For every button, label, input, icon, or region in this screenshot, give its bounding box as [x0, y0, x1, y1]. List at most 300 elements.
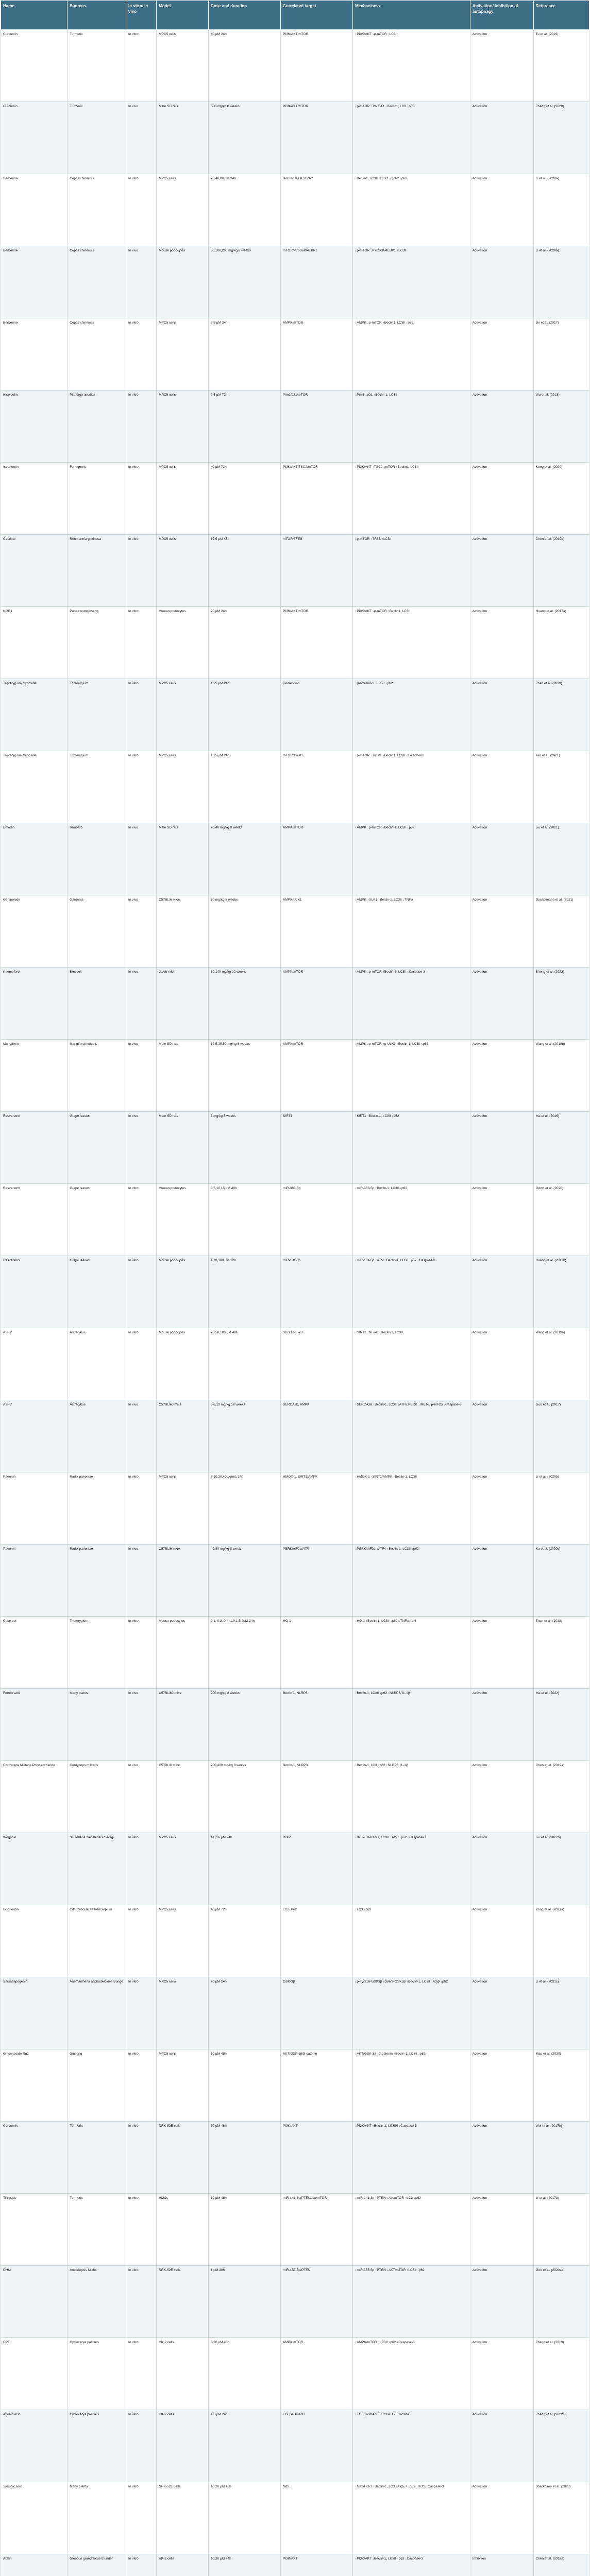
cell-dose: 10,20 μM 48h: [208, 2482, 280, 2554]
column-header: Sources: [68, 1, 126, 30]
cell-reference: Zhan et al. (2018): [533, 1617, 589, 1689]
cell-model: MPC5 cells: [157, 1977, 209, 2049]
cell-reference: Tao et al. (2021): [533, 751, 589, 823]
cell-dose: 1.5 μM 24h: [208, 2410, 280, 2482]
cell-in-vitro-vivo: In vivo: [126, 1545, 157, 1617]
cell-reference: Dusabimana et al. (2021): [533, 895, 589, 968]
cell-source: Citri Reticulatae Pericarpium: [68, 1905, 126, 1977]
cell-mechanism: ↓PI3K/AKT ↑TSC2 ↓mTOR ↑Beclin1, LC3II: [353, 463, 470, 535]
cell-dose: 40 μM 24h: [208, 30, 280, 102]
cell-dose: 1 μM 48h: [208, 2266, 280, 2338]
cell-activation: Activation: [470, 895, 533, 968]
cell-model: C57BL/6 mice: [157, 1545, 209, 1617]
cell-target: PI3K/AKT/mTOR: [281, 30, 353, 102]
table-row: [1, 1545, 589, 1617]
cell-target: AKT/GSK-3β/β-catenin: [281, 2049, 353, 2122]
cell-target: mTOR/TFEB: [281, 535, 353, 607]
cell-model: HK-2 cells: [157, 2410, 209, 2482]
cell-activation: Activation: [470, 968, 533, 1040]
cell-in-vitro-vivo: In vitro: [126, 1184, 157, 1256]
cell-name: Paeonin: [1, 1545, 68, 1617]
cell-name: Isoorientin: [1, 1905, 68, 1977]
cell-activation: Activation: [470, 1977, 533, 2049]
column-header: Correlated target: [281, 1, 353, 30]
cell-source: Mangifera indica L: [68, 1040, 126, 1112]
table-row: [1, 246, 589, 318]
cell-name: Geniposide: [1, 895, 68, 968]
cell-activation: Activation: [470, 1400, 533, 1472]
cell-source: Coptis chinensis: [68, 174, 126, 246]
table-row: [1, 2410, 589, 2482]
cell-activation: Activation: [470, 2122, 533, 2194]
cell-activation: Activation: [470, 1761, 533, 1833]
table-row: [1, 30, 589, 102]
table-row: [1, 968, 589, 1040]
cell-target: AMPK/mTOR: [281, 968, 353, 1040]
cell-target: PI3K/AKT/TSC2/mTOR: [281, 463, 353, 535]
table-row: [1, 2338, 589, 2410]
cell-mechanism: ↑Bcl-2 ↑Beclin-1, LC3II ↑Atg5 ↓p62 ↓Caspase-3: [353, 1833, 470, 1905]
table-row: [1, 2482, 589, 2554]
cell-model: db/db mice: [157, 968, 209, 1040]
table-row: [1, 607, 589, 679]
cell-source: Gardenia: [68, 895, 126, 968]
cell-target: AMPK/mTOR: [281, 1040, 353, 1112]
cell-source: Coptis chinensis: [68, 318, 126, 391]
cell-reference: Liu et al. (2022b): [533, 1833, 589, 1905]
cell-model: MPC5 cells: [157, 1905, 209, 1977]
cell-in-vitro-vivo: In vivo: [126, 823, 157, 895]
cell-source: Tripterygium: [68, 679, 126, 751]
cell-reference: Xu et al. (2020b): [533, 1545, 589, 1617]
cell-reference: Mao et al. (2020): [533, 2049, 589, 2122]
cell-target: PI3K/AKT/mTOR: [281, 102, 353, 174]
cell-reference: Chen et al. (2019a): [533, 1761, 589, 1833]
cell-name: Wogonin: [1, 1833, 68, 1905]
cell-activation: Activation: [470, 1184, 533, 1256]
cell-activation: Inhibition: [470, 2554, 533, 2576]
cell-in-vitro-vivo: In vitro: [126, 2122, 157, 2194]
cell-in-vitro-vivo: In vitro: [126, 1256, 157, 1328]
cell-target: AMPK/mTOR: [281, 2338, 353, 2410]
cell-mechanism: ↓Pim1 ↓p21 ↑Beclin-1, LC3II: [353, 391, 470, 463]
cell-name: Isoorientin: [1, 463, 68, 535]
cell-source: Radix paeoniae: [68, 1472, 126, 1545]
cell-name: Tripterygium glycoside: [1, 679, 68, 751]
cell-model: HK-2 cells: [157, 2554, 209, 2576]
column-header: Name: [1, 1, 68, 30]
cell-in-vitro-vivo: In vitro: [126, 2482, 157, 2554]
cell-source: Grape leaves: [68, 1256, 126, 1328]
cell-name: Emodin: [1, 823, 68, 895]
cell-name: Syringic acid: [1, 2482, 68, 2554]
cell-source: Astragalus: [68, 1328, 126, 1400]
cell-in-vitro-vivo: In vitro: [126, 1905, 157, 1977]
cell-mechanism: ↓p-Tyr216-GSK3β ↑pSer9-GSK3β ↑Beclin-1, LC3II ↑Atg5 ↓p62: [353, 1977, 470, 2049]
cell-source: Cordyceps militaris: [68, 1761, 126, 1833]
cell-activation: Activation: [470, 1833, 533, 1905]
cell-name: Resveratrol: [1, 1184, 68, 1256]
cell-reference: Wu et al. (2018): [533, 391, 589, 463]
data-table: [1, 0, 589, 2576]
cell-model: HK-2 cells: [157, 2338, 209, 2410]
cell-source: Ginseng: [68, 2049, 126, 2122]
cell-dose: 40 μM 72h: [208, 1905, 280, 1977]
cell-mechanism: ↑PI3K/AKT ↓Beclin-1, LC3II ↑p62 ↓Caspase-3: [353, 2554, 470, 2576]
cell-target: SIRT1: [281, 1112, 353, 1184]
cell-source: Cyclocarya paliurus: [68, 2338, 126, 2410]
cell-source: Turmeric: [68, 2122, 126, 2194]
cell-dose: 40 μM 72h: [208, 463, 280, 535]
cell-model: C57BL/6 mice: [157, 1761, 209, 1833]
cell-name: Ferulic acid: [1, 1689, 68, 1761]
table-row: [1, 1328, 589, 1400]
cell-activation: Activation: [470, 607, 533, 679]
cell-source: Astragalus: [68, 1400, 126, 1472]
cell-model: MPC5 cells: [157, 318, 209, 391]
cell-target: miR-155-5p/PTEN: [281, 2266, 353, 2338]
cell-dose: 20,50,100 μM 48h: [208, 1328, 280, 1400]
cell-reference: Li et al. (2020b): [533, 1472, 589, 1545]
cell-mechanism: ↓miR-18a-5p ↑ATM ↑Beclin-1, LC3II ↓p62 ↓Caspase-3: [353, 1256, 470, 1328]
cell-in-vitro-vivo: In vitro: [126, 1977, 157, 2049]
cell-dose: 10 μM 48h: [208, 2122, 280, 2194]
cell-activation: Activation: [470, 2194, 533, 2266]
cell-source: Globous grandiflorus thunder: [68, 2554, 126, 2576]
cell-reference: Jin et al. (2017): [533, 318, 589, 391]
cell-name: Berberine: [1, 246, 68, 318]
cell-reference: Guo et al. (2017): [533, 1400, 589, 1472]
cell-reference: Sherkhane et al. (2023): [533, 2482, 589, 2554]
cell-activation: Activation: [470, 174, 533, 246]
cell-activation: Activation: [470, 1545, 533, 1617]
cell-target: HMOX-1, SIRT1/AMPK: [281, 1472, 353, 1545]
cell-in-vitro-vivo: In vitro: [126, 1617, 157, 1689]
cell-activation: Activation: [470, 535, 533, 607]
cell-reference: Zhang et al. (2019): [533, 2338, 589, 2410]
cell-model: Human podocytes: [157, 607, 209, 679]
cell-target: HO-1: [281, 1617, 353, 1689]
cell-name: Curcumin: [1, 2122, 68, 2194]
cell-dose: 50,100 mg/kg 12 weeks: [208, 968, 280, 1040]
cell-dose: 5 mg/kg 8 weeks: [208, 1112, 280, 1184]
cell-reference: Wang et al. (2019a): [533, 1328, 589, 1400]
cell-name: Sarsasapogenin: [1, 1977, 68, 2049]
cell-reference: Zhan et al. (2019): [533, 679, 589, 751]
cell-name: NGR1: [1, 607, 68, 679]
cell-mechanism: ↑SIRT1 ↑Beclin-1, LC3II ↓p62: [353, 1112, 470, 1184]
cell-source: Grape leaves: [68, 1184, 126, 1256]
cell-model: C57BL/6J mice: [157, 1689, 209, 1761]
cell-target: Beclin-1, NLRP3: [281, 1761, 353, 1833]
cell-name: AS-IV: [1, 1328, 68, 1400]
cell-name: Catalpol: [1, 535, 68, 607]
table-row: [1, 823, 589, 895]
cell-activation: Activation: [470, 1905, 533, 1977]
cell-in-vitro-vivo: In vitro: [126, 607, 157, 679]
cell-model: NRK-52E cells: [157, 2122, 209, 2194]
cell-name: Curcumin: [1, 30, 68, 102]
table-row: [1, 535, 589, 607]
cell-dose: 2.5 μM 72h: [208, 391, 280, 463]
cell-target: Bcl-2: [281, 1833, 353, 1905]
cell-model: MPC5 cells: [157, 1472, 209, 1545]
cell-activation: Activation: [470, 1112, 533, 1184]
table-row: [1, 2122, 589, 2194]
cell-target: miR-141-3p/PTEN/Akt/mTOR: [281, 2194, 353, 2266]
cell-reference: Ma et al. (2022): [533, 1689, 589, 1761]
cell-activation: Activation: [470, 30, 533, 102]
cell-activation: Activation: [470, 102, 533, 174]
cell-name: Resveratrol: [1, 1112, 68, 1184]
cell-name: Kaempferol: [1, 968, 68, 1040]
cell-reference: Zhang et al. (2022c): [533, 2410, 589, 2482]
cell-mechanism: ↑AMPK ↓p-mTOR ↑p-ULK1 ↑Beclin-1, LC3II ↓p62: [353, 1040, 470, 1112]
table-row: [1, 102, 589, 174]
cell-dose: 1.25 μM 24h: [208, 751, 280, 823]
cell-target: Nrf2: [281, 2482, 353, 2554]
cell-dose: 200,400 mg/kg 8 weeks: [208, 1761, 280, 1833]
cell-in-vitro-vivo: In vitro: [126, 174, 157, 246]
cell-activation: Activation: [470, 751, 533, 823]
table-row: [1, 391, 589, 463]
cell-activation: Activation: [470, 1472, 533, 1545]
cell-name: DHM: [1, 2266, 68, 2338]
cell-source: Turmeric: [68, 30, 126, 102]
cell-mechanism: ↑AMPK ↓p-mTOR ↑Beclin-1, LC3II ↓Caspase-3: [353, 968, 470, 1040]
cell-model: MPC5 cells: [157, 679, 209, 751]
column-header: Dose and duration: [208, 1, 280, 30]
cell-in-vitro-vivo: In vivo: [126, 102, 157, 174]
cell-in-vitro-vivo: In vitro: [126, 679, 157, 751]
cell-activation: Activation: [470, 2482, 533, 2554]
cell-model: Mouse podocytes: [157, 1617, 209, 1689]
cell-name: Cordyceps Militaris Polysaccharide: [1, 1761, 68, 1833]
cell-in-vitro-vivo: In vivo: [126, 1689, 157, 1761]
cell-source: Fenugreek: [68, 463, 126, 535]
cell-target: SIRT1/NF-κB: [281, 1328, 353, 1400]
cell-in-vitro-vivo: In vitro: [126, 1833, 157, 1905]
cell-dose: 50 mg/kg 8 weeks: [208, 895, 280, 968]
cell-dose: 1,10,100 μM 12h: [208, 1256, 280, 1328]
cell-mechanism: ↑Beclin1, LC3II ↑ULK1 ↓Bcl-2 ↓p62: [353, 174, 470, 246]
cell-target: miR-383-5p: [281, 1184, 353, 1256]
cell-dose: 300 mg/kg 8 weeks: [208, 102, 280, 174]
cell-activation: Activation: [470, 2049, 533, 2122]
cell-name: Paeonin: [1, 1472, 68, 1545]
cell-model: Human podocytes: [157, 1184, 209, 1256]
table-row: [1, 895, 589, 968]
cell-name: Berberine: [1, 174, 68, 246]
table-row: [1, 1833, 589, 1905]
cell-source: Scutellaria baicalensis Georgi: [68, 1833, 126, 1905]
cell-source: Coptis chinensis: [68, 246, 126, 318]
cell-source: Panax notoginseng: [68, 607, 126, 679]
cell-in-vitro-vivo: In vitro: [126, 30, 157, 102]
cell-mechanism: ↑Nrf2/HO-1 ↑Beclin-1, LC3 ↑Atg5,7 ↓p62 ↓ROS ↓Caspase-3: [353, 2482, 470, 2554]
cell-model: Male SD rats: [157, 102, 209, 174]
cell-dose: 12.5 μM 48h: [208, 535, 280, 607]
cell-reference: Kong et al. (2021a): [533, 1905, 589, 1977]
cell-mechanism: ↓p-mTOR ↓Twist1 ↑Beclin1, LC3II ↓E-cadherin: [353, 751, 470, 823]
cell-reference: Li et al. (2020a): [533, 174, 589, 246]
cell-reference: Liu et al. (2021): [533, 823, 589, 895]
cell-reference: Li et al. (2020a): [533, 246, 589, 318]
cell-in-vitro-vivo: In vivo: [126, 246, 157, 318]
cell-target: LC3, P62: [281, 1905, 353, 1977]
cell-name: Resveratrol: [1, 1256, 68, 1328]
cell-activation: Activation: [470, 2266, 533, 2338]
cell-mechanism: ↑SERCA2b ↑Beclin-1, LC3II ↓ATF6,PERK ↓IRE1α, p-eIF2α ↓Caspase-3: [353, 1400, 470, 1472]
cell-model: MPC5 cells: [157, 30, 209, 102]
table-row: [1, 1184, 589, 1256]
cell-dose: 5,20 μM 48h: [208, 2338, 280, 2410]
cell-dose: 20,40,80 μM 24h: [208, 174, 280, 246]
cell-reference: Guo et al. (2020a): [533, 2266, 589, 2338]
cell-in-vitro-vivo: In vivo: [126, 1112, 157, 1184]
cell-in-vitro-vivo: In vitro: [126, 535, 157, 607]
cell-target: miR-18a-5p: [281, 1256, 353, 1328]
cell-source: Tripterygium: [68, 1617, 126, 1689]
cell-mechanism: ↓miR-155-5p ↑PTEN ↓AKT/mTOR ↑LC3II ↓p62: [353, 2266, 470, 2338]
cell-source: Rhubarb: [68, 823, 126, 895]
cell-mechanism: ↓TGFβ1/smad3 ↑LC3/ATG5 ↓α-SMA: [353, 2410, 470, 2482]
cell-in-vitro-vivo: In vitro: [126, 2049, 157, 2122]
cell-dose: 4,8,16 μM 24h: [208, 1833, 280, 1905]
table-row: [1, 1617, 589, 1689]
table-row: [1, 2194, 589, 2266]
cell-source: Ampelopsis Michx: [68, 2266, 126, 2338]
cell-in-vitro-vivo: In vitro: [126, 1472, 157, 1545]
table-row: [1, 1761, 589, 1833]
cell-source: Many plants: [68, 1689, 126, 1761]
table-row: [1, 318, 589, 391]
cell-activation: Activation: [470, 823, 533, 895]
cell-dose: 2.5 μM 24h: [208, 318, 280, 391]
table-body: [1, 30, 589, 2576]
cell-mechanism: ↓miR-383-5p ↑Beclin-1, LC3II ↓p62: [353, 1184, 470, 1256]
cell-mechanism: ↑AMPK ↑ULK1 ↑Beclin-1, LC3II ↓TNFα: [353, 895, 470, 968]
cell-in-vitro-vivo: In vitro: [126, 1328, 157, 1400]
cell-dose: 5,10,20,40 μg/mL 24h: [208, 1472, 280, 1545]
cell-dose: 5,6,12 mg/kg 12 weeks: [208, 1400, 280, 1472]
cell-activation: Activation: [470, 391, 533, 463]
cell-target: β-arrestin-1: [281, 679, 353, 751]
cell-name: CPT: [1, 2338, 68, 2410]
cell-dose: 200 mg/kg 8 weeks: [208, 1689, 280, 1761]
table-row: [1, 2049, 589, 2122]
cell-activation: Activation: [470, 1256, 533, 1328]
cell-activation: Activation: [470, 246, 533, 318]
cell-activation: Activation: [470, 1328, 533, 1400]
cell-source: Broccoli: [68, 968, 126, 1040]
cell-model: MPC5 cells: [157, 535, 209, 607]
cell-in-vitro-vivo: In vitro: [126, 2266, 157, 2338]
cell-mechanism: ↓miR-141-3p ↑PTEN ↓Akt/mTOR ↑LC3 ↓p62: [353, 2194, 470, 2266]
cell-dose: 10 μM 48h: [208, 2194, 280, 2266]
cell-reference: Kong et al. (2020): [533, 463, 589, 535]
cell-mechanism: ↓p-mTOR ↑TFEB ↑LC3II: [353, 535, 470, 607]
table-row: [1, 1256, 589, 1328]
cell-mechanism: ↓p-mTOR ↓P70S6K/4EBP1 ↑LC3II: [353, 246, 470, 318]
table-row: [1, 463, 589, 535]
cell-mechanism: ↓PERK/eIF2α ↓ATF4 ↑Beclin-1, LC3II ↓p62: [353, 1545, 470, 1617]
cell-target: PERK/eIF2α/ATF4: [281, 1545, 353, 1617]
cell-target: PI3K/AKT: [281, 2122, 353, 2194]
cell-in-vitro-vivo: In vivo: [126, 968, 157, 1040]
cell-source: Tripterygium: [68, 751, 126, 823]
cell-name: Mangiferin: [1, 1040, 68, 1112]
cell-dose: 10 μM 48h: [208, 2049, 280, 2122]
cell-reference: Tu et al. (2019): [533, 30, 589, 102]
cell-model: MPC5 cells: [157, 391, 209, 463]
cell-model: Mouse podocytes: [157, 1256, 209, 1328]
cell-activation: Activation: [470, 463, 533, 535]
cell-name: Arjunic acid: [1, 2410, 68, 2482]
cell-mechanism: ↑AMPK ↓p-mTOR ↑Beclin-1, LC3II ↓p62: [353, 823, 470, 895]
header-row: [1, 1, 589, 30]
cell-dose: 50,100,200 mg/kg 8 weeks: [208, 246, 280, 318]
cell-model: Male SD rats: [157, 1112, 209, 1184]
cell-target: Beclin-1/ULK1/Bcl-2: [281, 174, 353, 246]
table-row: [1, 679, 589, 751]
cell-name: Ginsenoside Rg1: [1, 2049, 68, 2122]
cell-mechanism: ↑AMPK/mTOR ↑LC3II ↓p62 ↓Caspase-3: [353, 2338, 470, 2410]
cell-name: AS-IV: [1, 1400, 68, 1472]
cell-target: AMPK/mTOR: [281, 318, 353, 391]
cell-name: Aralin: [1, 2554, 68, 2576]
cell-mechanism: ↑HMOX-1 ↑SIRT1/AMPK ↑Beclin-1, LC3II: [353, 1472, 470, 1545]
cell-in-vitro-vivo: In vivo: [126, 895, 157, 968]
cell-in-vitro-vivo: In vivo: [126, 1040, 157, 1112]
cell-activation: Activation: [470, 1040, 533, 1112]
cell-name: Berberine: [1, 318, 68, 391]
cell-in-vitro-vivo: In vitro: [126, 2338, 157, 2410]
cell-mechanism: ↓PI3K/AKT ↓p-mTOR ↑Beclin1, LC3II: [353, 607, 470, 679]
table-header: [1, 1, 589, 30]
cell-target: TGFβ1/smad3: [281, 2410, 353, 2482]
cell-name: Tiliroside: [1, 2194, 68, 2266]
table-row: [1, 2266, 589, 2338]
cell-mechanism: ↑AMPK ↓p-mTOR ↑Beclin1, LC3II ↓p62: [353, 318, 470, 391]
cell-in-vitro-vivo: In vitro: [126, 2410, 157, 2482]
cell-reference: Wang et al. (2018b): [533, 1040, 589, 1112]
cell-target: mTOR/P70S6K/4EBP1: [281, 246, 353, 318]
cell-reference: Zhang et al. (2020): [533, 102, 589, 174]
cell-reference: Sheng et al. (2022): [533, 968, 589, 1040]
cell-target: Beclin 1, NLRP3: [281, 1689, 353, 1761]
cell-target: PI3K/AKT: [281, 2554, 353, 2576]
cell-model: Male SD rats: [157, 1040, 209, 1112]
column-header: Mechanisms: [353, 1, 470, 30]
cell-model: MPC5 cells: [157, 463, 209, 535]
table-row: [1, 1400, 589, 1472]
table-row: [1, 1689, 589, 1761]
cell-reference: Ma et al. (2016): [533, 1112, 589, 1184]
cell-dose: 20 μM 24h: [208, 607, 280, 679]
cell-in-vitro-vivo: In vitro: [126, 318, 157, 391]
cell-model: C57BL/6 mice: [157, 895, 209, 968]
cell-source: Grape leaves: [68, 1112, 126, 1184]
cell-reference: Huang et al. (2017a): [533, 607, 589, 679]
cell-reference: Gowd et al. (2020): [533, 1184, 589, 1256]
table-row: [1, 1905, 589, 1977]
cell-model: NRK-52E cells: [157, 2482, 209, 2554]
cell-model: MPC5 cells: [157, 2049, 209, 2122]
cell-reference: Chen et al. (2019b): [533, 535, 589, 607]
cell-name: Hispidulin: [1, 391, 68, 463]
cell-target: SERCA2b, AMPK: [281, 1400, 353, 1472]
